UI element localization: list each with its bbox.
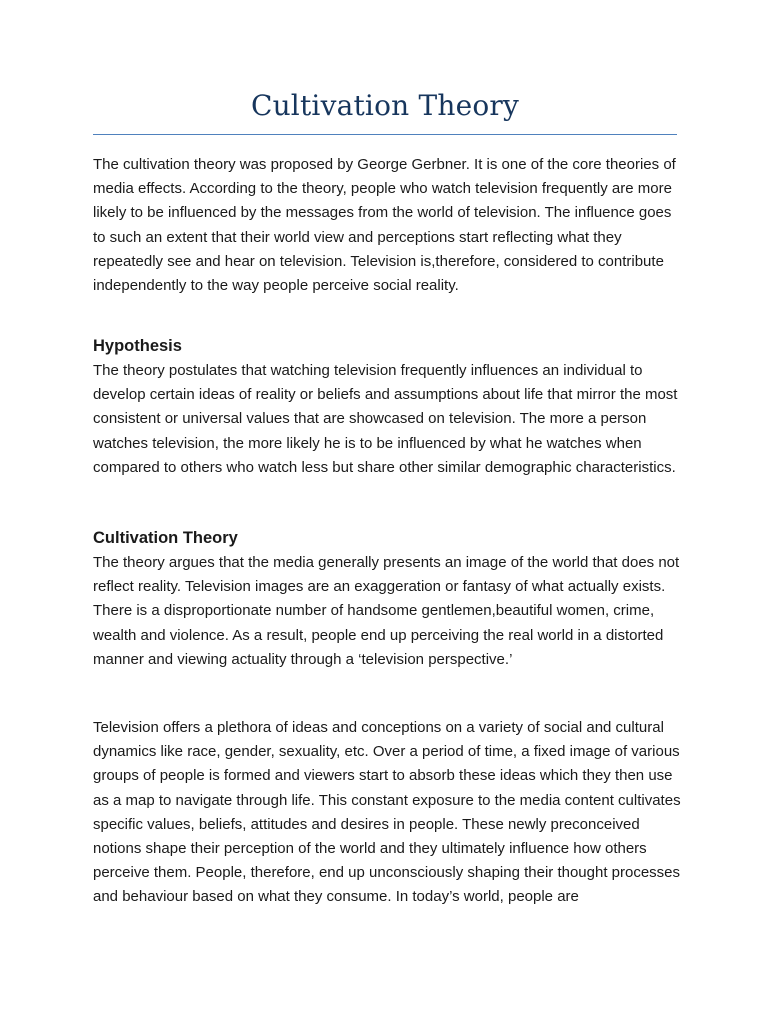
title-underline-rule [93, 134, 677, 135]
intro-paragraph: The cultivation theory was proposed by George Gerbner. It is one of the core theories of media effects. According to the theory, people who watch television frequently are more likely to be influenced by the messages from the world of television. The influence goes to such an extent that their world view and perceptions start reflecting what they repeatedly see and hear on television. Television is,therefore, considered to contribute independently to the way people perceive social reality. [93, 156, 676, 295]
page-title: Cultivation Theory [250, 89, 520, 122]
section-heading-hypothesis: Hypothesis [93, 337, 182, 355]
section-heading-cultivation-theory: Cultivation Theory [93, 529, 238, 547]
cultivation-paragraph-2: Television offers a plethora of ideas and conceptions on a variety of social and cultural dynamics like race, gender, sexuality, etc. Over a period of time, a fixed image of various groups of people is formed and viewers start to absorb these ideas which they then use as a map to navigate through life. This constant exposure to the media content cultivates specific values, beliefs, attitudes and desires in people. These newly preconceived notions shape their perception of the world and they ultimately influence how others perceive them. People, therefore, end up unconsciously shaping their thought processes and behaviour based on what they consume. In today’s world, people are [93, 719, 681, 906]
cultivation-paragraph-1: The theory argues that the media generally presents an image of the world that does not reflect reality. Television images are an exaggeration or fantasy of what actually exists. There is a disproportionate number of handsome gentlemen,beautiful women, crime, wealth and violence. As a result, people end up perceiving the real world in a distorted manner and viewing actuality through a ‘television perspective.’ [93, 554, 680, 668]
hypothesis-paragraph: The theory postulates that watching television frequently influences an individual to develop certain ideas of reality or beliefs and assumptions about life that mirror the most consistent or universal values that are showcased on television. The more a person watches television, the more likely he is to be influenced by what he watches when compared to others who watch less but share other similar demographic characteristics. [93, 362, 678, 476]
